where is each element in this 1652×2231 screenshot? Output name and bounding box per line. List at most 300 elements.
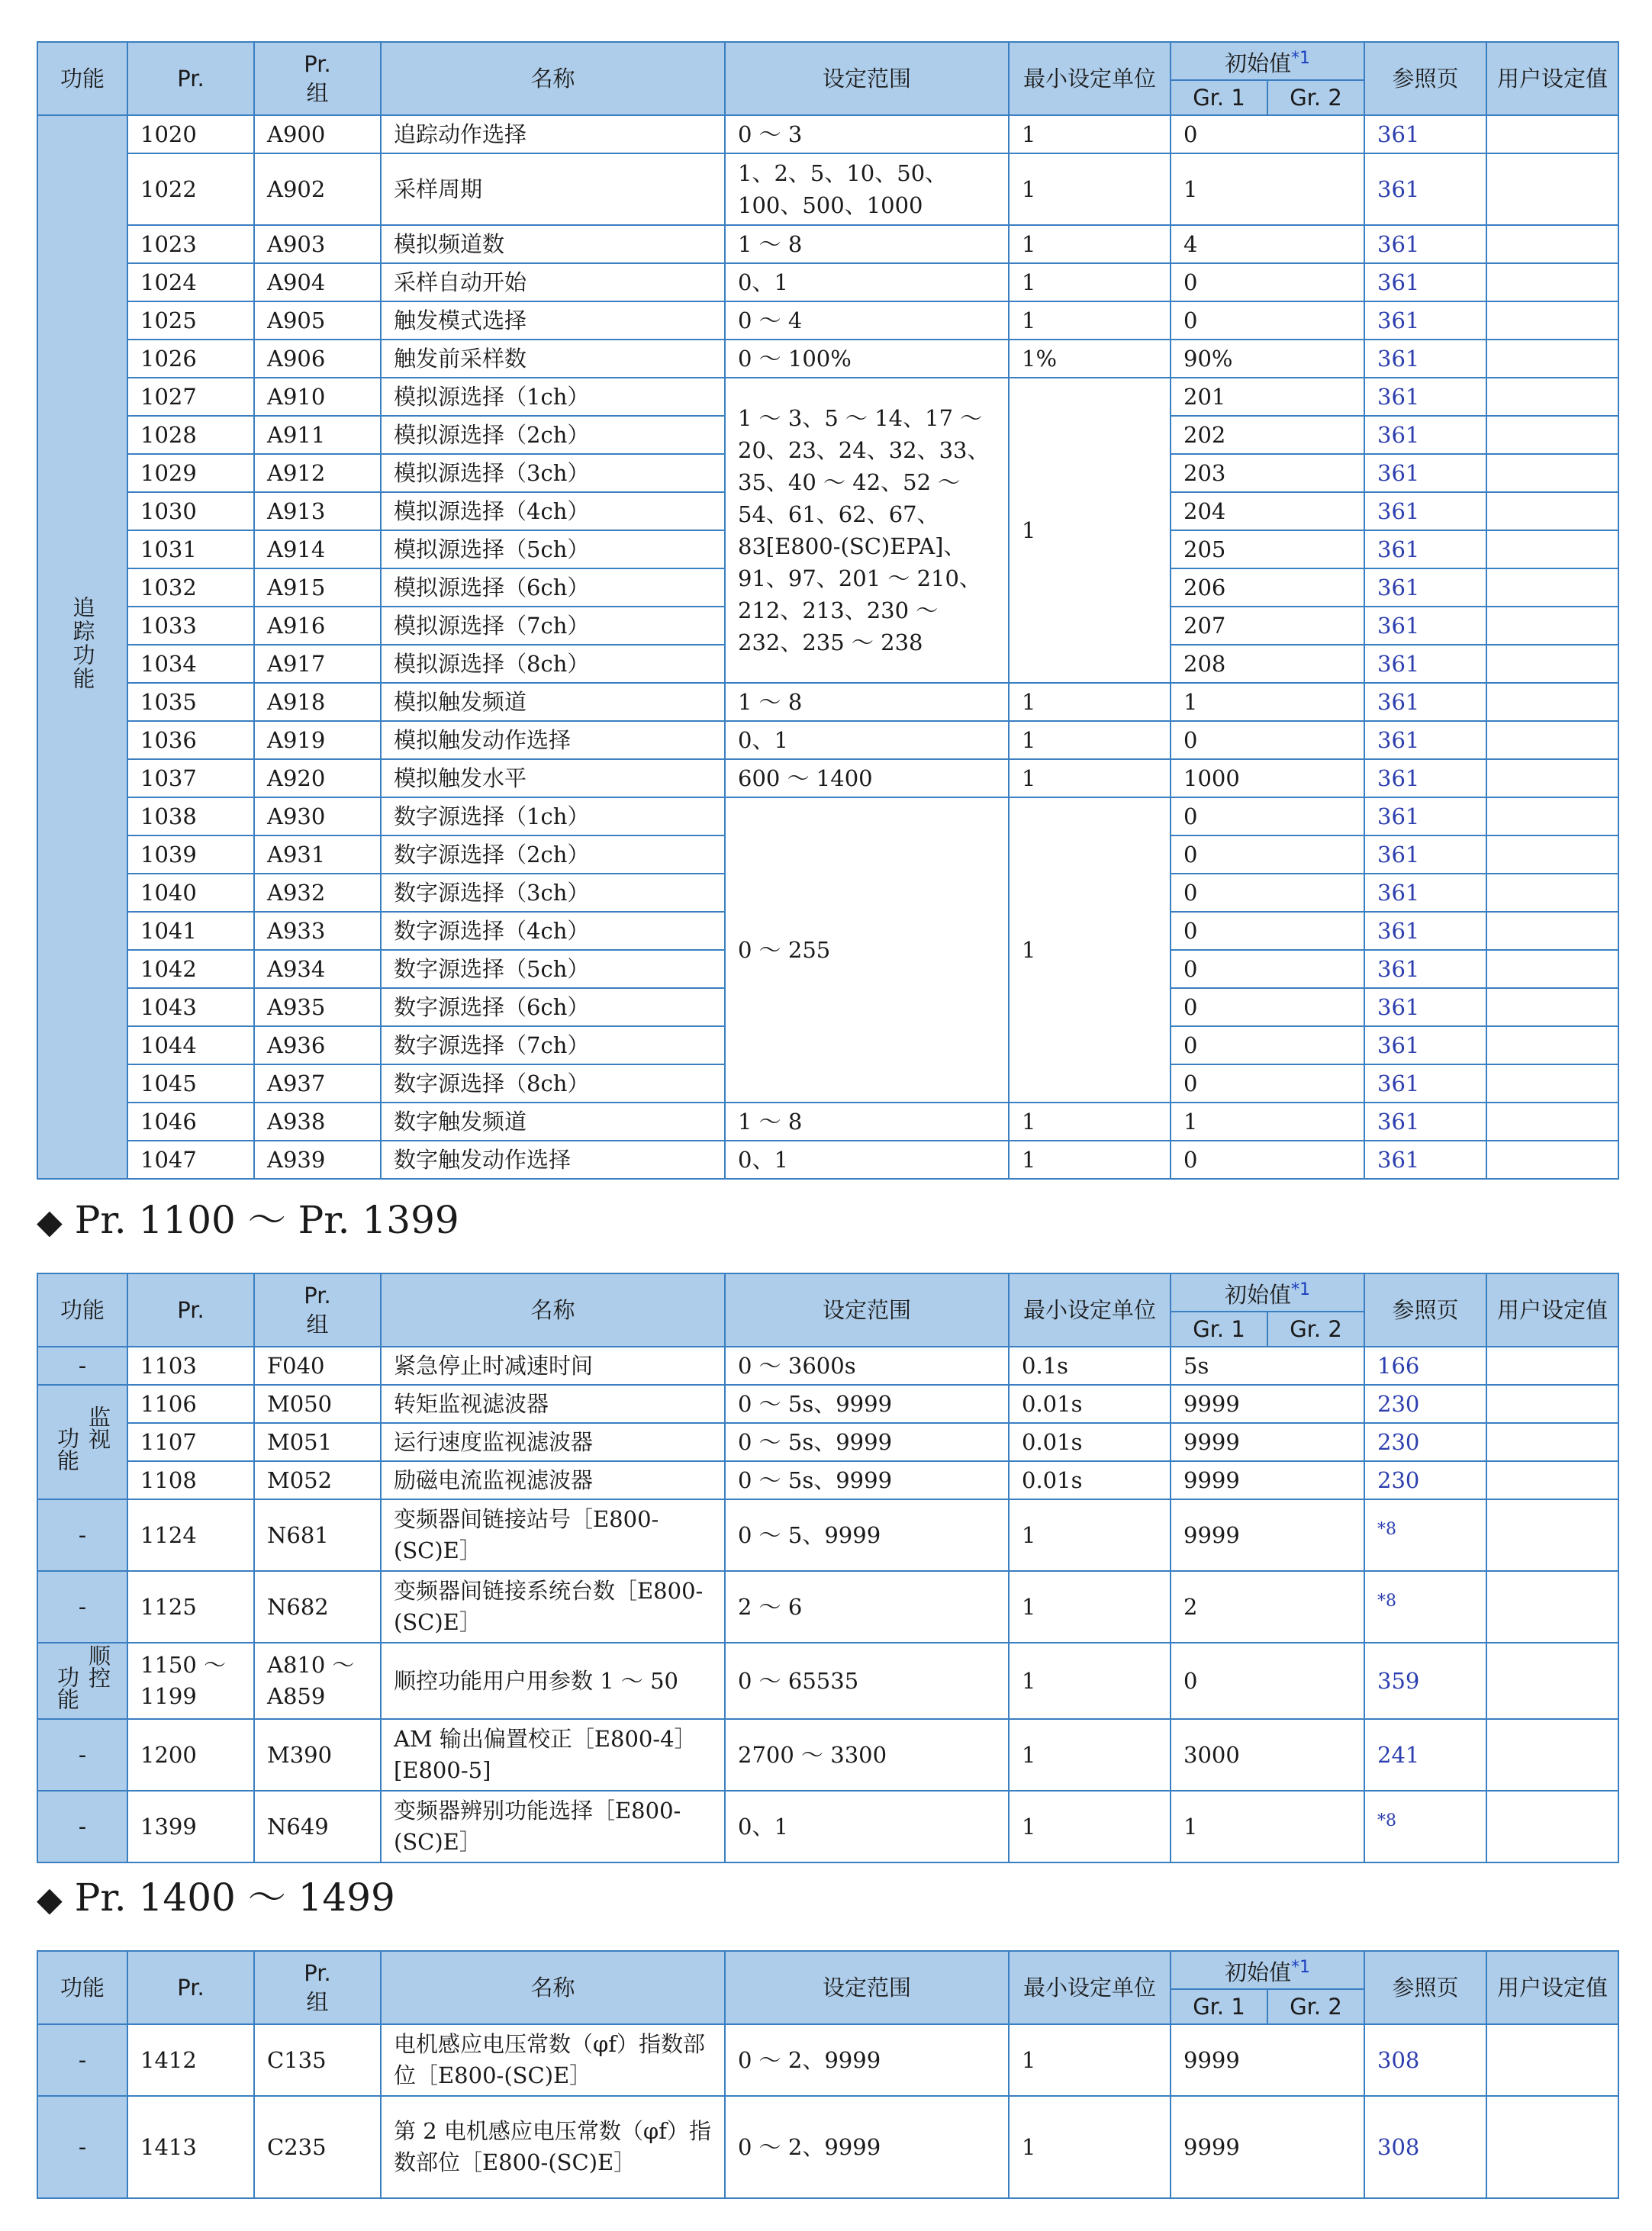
param-group: A905 [254,301,381,340]
initial-value: 1 [1171,153,1364,225]
param-number: 1026 [127,340,254,378]
param-name: 模拟源选择（5ch） [381,530,725,568]
initial-value: 1000 [1171,759,1364,797]
header-unit: 最小设定单位 [1009,1951,1171,2024]
user-setting-value [1486,1347,1618,1385]
param-number: 1047 [127,1141,254,1179]
user-setting-value [1486,835,1618,874]
reference-page-link[interactable]: *8 [1364,1571,1486,1643]
param-group: N682 [254,1571,381,1643]
footnote-ref[interactable]: *1 [1291,49,1311,68]
param-group: M052 [254,1461,381,1499]
function-label-line: 功能 [54,1426,80,1471]
reference-page-link[interactable]: 361 [1364,416,1486,454]
param-number: 1020 [127,115,254,153]
param-group: A913 [254,492,381,530]
param-number: 1039 [127,835,254,874]
param-number: 1035 [127,683,254,721]
param-group: A903 [254,225,381,263]
param-number: 1041 [127,912,254,950]
param-number: 1042 [127,950,254,988]
param-number: 1023 [127,225,254,263]
table-row [37,225,1618,263]
table-row [37,797,1618,835]
setting-range: 0 ～ 3 [725,115,1009,153]
reference-page-link[interactable]: 361 [1364,950,1486,988]
table-row [37,1141,1618,1179]
min-unit: 1 [1009,1719,1171,1791]
min-unit: 0.1s [1009,1347,1171,1385]
min-unit: 1 [1009,1499,1171,1571]
min-unit: 1 [1009,1141,1171,1179]
initial-value: 9999 [1171,1423,1364,1461]
param-name: 顺控功能用户用参数 1 ～ 50 [381,1643,725,1719]
min-unit: 1 [1009,1791,1171,1862]
min-unit: 1 [1009,2096,1171,2198]
param-group: A915 [254,568,381,607]
header-group: Pr. 组 [254,1951,381,2024]
setting-range: 1 ～ 3、5 ～ 14、17 ～ 20、23、24、32、33、35、40 ～ 42、52 ～ 54、61、62、67、83[E800-(SC)EPA]、91、97、201 ～ 210、212、213、230 ～ 232、235 ～ 238 [725,378,1009,683]
header-ref: 参照页 [1364,1951,1486,2024]
user-setting-value [1486,378,1618,416]
user-setting-value [1486,1461,1618,1499]
reference-page-link[interactable]: 361 [1364,759,1486,797]
function-label-line: 顺控 [85,1643,111,1689]
header-user: 用户设定值 [1486,42,1618,115]
param-number: 1031 [127,530,254,568]
param-group: F040 [254,1347,381,1385]
min-unit: 1 [1009,378,1171,683]
reference-page-link[interactable]: 361 [1364,645,1486,683]
min-unit: 1 [1009,153,1171,225]
user-setting-value [1486,683,1618,721]
initial-value: 1 [1171,1791,1364,1862]
header-func: 功能 [37,42,127,115]
reference-page-link[interactable]: 230 [1364,1385,1486,1423]
param-number: 1033 [127,607,254,645]
param-group: A914 [254,530,381,568]
param-group: A934 [254,950,381,988]
param-number: 1107 [127,1423,254,1461]
setting-range: 1 ～ 8 [725,683,1009,721]
param-name: 变频器间链接系统台数［E800-(SC)E］ [381,1571,725,1643]
reference-page-link[interactable]: 361 [1364,568,1486,607]
parameter-table-2 [37,1273,1619,1863]
user-setting-value [1486,153,1618,225]
header-initial: 初始值$^{*1}$ [1171,42,1364,80]
reference-page-link[interactable]: 361 [1364,721,1486,759]
header-func: 功能 [37,1273,127,1347]
min-unit: 1 [1009,2024,1171,2096]
table-row [37,1499,1618,1571]
header-name: 名称 [381,1273,725,1347]
param-group: A910 [254,378,381,416]
table-row [37,1643,1618,1719]
min-unit: 1 [1009,759,1171,797]
param-name: 追踪动作选择 [381,115,725,153]
table-row [37,1347,1618,1385]
user-setting-value [1486,1719,1618,1791]
header-ref: 参照页 [1364,42,1486,115]
param-number: 1038 [127,797,254,835]
reference-page-link[interactable]: 308 [1364,2096,1486,2198]
header-ref: 参照页 [1364,1273,1486,1347]
param-name: 变频器辨别功能选择［E800-(SC)E］ [381,1791,725,1862]
param-name: 数字源选择（7ch） [381,1026,725,1064]
param-name: 数字源选择（5ch） [381,950,725,988]
param-name: 励磁电流监视滤波器 [381,1461,725,1499]
table-row [37,153,1618,225]
user-setting-value [1486,340,1618,378]
param-name: 模拟频道数 [381,225,725,263]
reference-page-link[interactable]: 361 [1364,797,1486,835]
param-number: 1044 [127,1026,254,1064]
setting-range: 600 ～ 1400 [725,759,1009,797]
header-pr: Pr. [127,1273,254,1347]
user-setting-value [1486,1141,1618,1179]
param-number: 1106 [127,1385,254,1423]
min-unit: 1 [1009,263,1171,301]
param-group: A920 [254,759,381,797]
function-category-monitor [37,1385,127,1499]
function-label-line: 监视 [85,1405,111,1450]
param-number: 1046 [127,1103,254,1141]
param-name: 数字源选择（2ch） [381,835,725,874]
parameter-table-3 [37,1950,1619,2199]
param-number: 1399 [127,1791,254,1862]
setting-range: 1 ～ 8 [725,1103,1009,1141]
function-category-sequence [37,1643,127,1719]
reference-page-link[interactable]: 361 [1364,683,1486,721]
initial-value: 9999 [1171,2024,1364,2096]
user-setting-value [1486,988,1618,1026]
param-name: 采样周期 [381,153,725,225]
header-func: 功能 [37,1951,127,2024]
reference-page-link[interactable]: 361 [1364,988,1486,1026]
min-unit: 0.01s [1009,1423,1171,1461]
param-number: 1028 [127,416,254,454]
param-group: N681 [254,1499,381,1571]
footnote-ref[interactable]: *1 [1291,1958,1311,1977]
reference-page-link[interactable]: 361 [1364,1026,1486,1064]
reference-page-link[interactable]: 361 [1364,263,1486,301]
reference-page-link[interactable]: 359 [1364,1643,1486,1719]
param-number: 1103 [127,1347,254,1385]
header-range: 设定范围 [725,42,1009,115]
reference-page-link[interactable]: 361 [1364,530,1486,568]
table-row [37,683,1618,721]
min-unit: 1 [1009,1571,1171,1643]
header-gr1: Gr. 1 [1171,80,1267,115]
table-row [37,759,1618,797]
param-group: A919 [254,721,381,759]
reference-page-link[interactable]: 361 [1364,1064,1486,1103]
initial-value: 0 [1171,301,1364,340]
table-row [37,2024,1618,2096]
setting-range: 1 ～ 8 [725,225,1009,263]
initial-value: 0 [1171,263,1364,301]
reference-page-link[interactable]: 361 [1364,492,1486,530]
param-number: 1029 [127,454,254,492]
param-name: 模拟源选择（4ch） [381,492,725,530]
reference-page-link[interactable]: 361 [1364,607,1486,645]
param-name: 数字源选择（3ch） [381,874,725,912]
param-number: 1027 [127,378,254,416]
param-number: 1150 ～ 1199 [127,1643,254,1719]
reference-page-link[interactable]: 361 [1364,454,1486,492]
reference-page-link[interactable]: 361 [1364,153,1486,225]
header-name: 名称 [381,42,725,115]
user-setting-value [1486,115,1618,153]
param-group: A810 ～ A859 [254,1643,381,1719]
function-category [37,115,127,1179]
function-category: - [37,1571,127,1643]
param-group: A912 [254,454,381,492]
user-setting-value [1486,568,1618,607]
param-name: 数字源选择（4ch） [381,912,725,950]
initial-value: 9999 [1171,1499,1364,1571]
min-unit: 1 [1009,1643,1171,1719]
setting-range: 2 ～ 6 [725,1571,1009,1643]
initial-value: 0 [1171,912,1364,950]
user-setting-value [1486,912,1618,950]
param-name: 变频器间链接站号［E800-(SC)E］ [381,1499,725,1571]
table-row [37,1461,1618,1499]
min-unit: 1 [1009,721,1171,759]
diamond-icon: ◆ [37,1202,63,1241]
param-group: A932 [254,874,381,912]
user-setting-value [1486,492,1618,530]
initial-value: 0 [1171,874,1364,912]
user-setting-value [1486,1103,1618,1141]
table-row [37,1791,1618,1862]
table-row [37,263,1618,301]
setting-range: 0 ～ 5、9999 [725,1499,1009,1571]
param-group: C135 [254,2024,381,2096]
param-name: 触发前采样数 [381,340,725,378]
reference-page-link[interactable]: 230 [1364,1423,1486,1461]
user-setting-value [1486,1791,1618,1862]
function-category: - [37,2024,127,2096]
user-setting-value [1486,1385,1618,1423]
header-group: Pr. 组 [254,42,381,115]
user-setting-value [1486,645,1618,683]
param-group: A936 [254,1026,381,1064]
param-number: 1040 [127,874,254,912]
setting-range: 0 ～ 2、9999 [725,2096,1009,2198]
param-group: A931 [254,835,381,874]
header-unit: 最小设定单位 [1009,1273,1171,1347]
user-setting-value [1486,1643,1618,1719]
user-setting-value [1486,416,1618,454]
user-setting-value [1486,2096,1618,2198]
param-group: M390 [254,1719,381,1791]
reference-page-link[interactable]: 166 [1364,1347,1486,1385]
header-group: Pr. 组 [254,1273,381,1347]
setting-range: 0、1 [725,263,1009,301]
setting-range: 0 ～ 3600s [725,1347,1009,1385]
param-name: 数字触发频道 [381,1103,725,1141]
function-category: - [37,1499,127,1571]
setting-range: 0 ～ 5s、9999 [725,1423,1009,1461]
initial-value: 9999 [1171,1461,1364,1499]
header-user: 用户设定值 [1486,1951,1618,2024]
param-number: 1108 [127,1461,254,1499]
param-number: 1025 [127,301,254,340]
header-gr1: Gr. 1 [1171,1312,1267,1347]
initial-value: 3000 [1171,1719,1364,1791]
reference-page-link[interactable]: *8 [1364,1791,1486,1862]
user-setting-value [1486,263,1618,301]
reference-page-link[interactable]: 241 [1364,1719,1486,1791]
initial-value: 0 [1171,721,1364,759]
setting-range: 2700 ～ 3300 [725,1719,1009,1791]
initial-value: 0 [1171,115,1364,153]
function-category-label [51,1644,114,1710]
user-setting-value [1486,797,1618,835]
initial-value: 205 [1171,530,1364,568]
header-gr2: Gr. 2 [1267,1312,1364,1347]
user-setting-value [1486,225,1618,263]
min-unit: 1 [1009,683,1171,721]
user-setting-value [1486,301,1618,340]
param-group: A916 [254,607,381,645]
table-row [37,378,1618,416]
header-initial: 初始值$^{*1}$ [1171,1951,1364,1989]
param-name: 电机感应电压常数（φf）指数部位［E800-(SC)E］ [381,2024,725,2096]
user-setting-value [1486,607,1618,645]
initial-value: 202 [1171,416,1364,454]
initial-value: 201 [1171,378,1364,416]
reference-page-link[interactable]: 361 [1364,340,1486,378]
reference-page-link[interactable]: 230 [1364,1461,1486,1499]
min-unit: 1 [1009,1103,1171,1141]
initial-value: 0 [1171,797,1364,835]
min-unit: 1 [1009,301,1171,340]
header-gr2: Gr. 2 [1267,80,1364,115]
param-number: 1034 [127,645,254,683]
reference-page-link[interactable]: 361 [1364,225,1486,263]
section-title-1100-1399: ◆ Pr. 1100 ～ Pr. 1399 [37,1198,459,1242]
param-group: A935 [254,988,381,1026]
initial-value: 0 [1171,1141,1364,1179]
initial-value: 0 [1171,950,1364,988]
user-setting-value [1486,1571,1618,1643]
function-category: - [37,1791,127,1862]
param-name: 模拟触发动作选择 [381,721,725,759]
reference-page-link[interactable]: 361 [1364,378,1486,416]
setting-range: 0、1 [725,721,1009,759]
param-name: 模拟触发水平 [381,759,725,797]
initial-value: 0 [1171,1643,1364,1719]
param-name: 模拟触发频道 [381,683,725,721]
param-name: 数字源选择（6ch） [381,988,725,1026]
table-row [37,340,1618,378]
initial-value: 1 [1171,1103,1364,1141]
reference-page-link[interactable]: 361 [1364,874,1486,912]
header-gr1: Gr. 1 [1171,1989,1267,2024]
reference-page-link[interactable]: 361 [1364,835,1486,874]
param-name: 模拟源选择（8ch） [381,645,725,683]
table-row [37,1571,1618,1643]
header-unit: 最小设定单位 [1009,42,1171,115]
reference-page-link[interactable]: 361 [1364,115,1486,153]
footnote-ref[interactable]: *1 [1291,1280,1311,1299]
param-group: M050 [254,1385,381,1423]
header-range: 设定范围 [725,1273,1009,1347]
param-name: 模拟源选择（2ch） [381,416,725,454]
reference-page-link[interactable]: 361 [1364,1141,1486,1179]
setting-range: 0 ～ 5s、9999 [725,1385,1009,1423]
initial-value: 207 [1171,607,1364,645]
reference-page-link[interactable]: 308 [1364,2024,1486,2096]
param-name: 数字触发动作选择 [381,1141,725,1179]
param-name: 采样自动开始 [381,263,725,301]
table-row [37,1103,1618,1141]
initial-value: 0 [1171,988,1364,1026]
setting-range: 0 ～ 2、9999 [725,2024,1009,2096]
reference-page-link[interactable]: *8 [1364,1499,1486,1571]
setting-range: 1、2、5、10、50、100、500、1000 [725,153,1009,225]
param-number: 1125 [127,1571,254,1643]
function-category: - [37,2096,127,2198]
initial-value: 4 [1171,225,1364,263]
min-unit: 1% [1009,340,1171,378]
param-number: 1124 [127,1499,254,1571]
initial-value: 208 [1171,645,1364,683]
table-row [37,1719,1618,1791]
param-name: 模拟源选择（6ch） [381,568,725,607]
initial-value: 204 [1171,492,1364,530]
param-group: M051 [254,1423,381,1461]
param-group: A938 [254,1103,381,1141]
param-name: 运行速度监视滤波器 [381,1423,725,1461]
reference-page-link[interactable]: 361 [1364,301,1486,340]
param-name: 第 2 电机感应电压常数（φf）指数部位［E800-(SC)E］ [381,2096,725,2198]
user-setting-value [1486,2024,1618,2096]
diamond-icon: ◆ [37,1880,63,1919]
param-name: 转矩监视滤波器 [381,1385,725,1423]
min-unit: 1 [1009,797,1171,1103]
initial-value: 0 [1171,835,1364,874]
setting-range: 0 ～ 5s、9999 [725,1461,1009,1499]
user-setting-value [1486,1499,1618,1571]
setting-range: 0 ～ 4 [725,301,1009,340]
header-gr2: Gr. 2 [1267,1989,1364,2024]
min-unit: 1 [1009,115,1171,153]
header-user: 用户设定值 [1486,1273,1618,1347]
table-row [37,1385,1618,1423]
param-group: A933 [254,912,381,950]
header-pr: Pr. [127,42,254,115]
param-group: A906 [254,340,381,378]
param-name: 数字源选择（8ch） [381,1064,725,1103]
param-name: 紧急停止时减速时间 [381,1347,725,1385]
param-group: A904 [254,263,381,301]
param-number: 1200 [127,1719,254,1791]
param-group: N649 [254,1791,381,1862]
reference-page-link[interactable]: 361 [1364,912,1486,950]
param-name: 模拟源选择（7ch） [381,607,725,645]
reference-page-link[interactable]: 361 [1364,1103,1486,1141]
table-row [37,115,1618,153]
setting-range: 0 ～ 65535 [725,1643,1009,1719]
setting-range: 0 ～ 255 [725,797,1009,1103]
user-setting-value [1486,1026,1618,1064]
initial-value: 206 [1171,568,1364,607]
param-number: 1036 [127,721,254,759]
param-group: A911 [254,416,381,454]
